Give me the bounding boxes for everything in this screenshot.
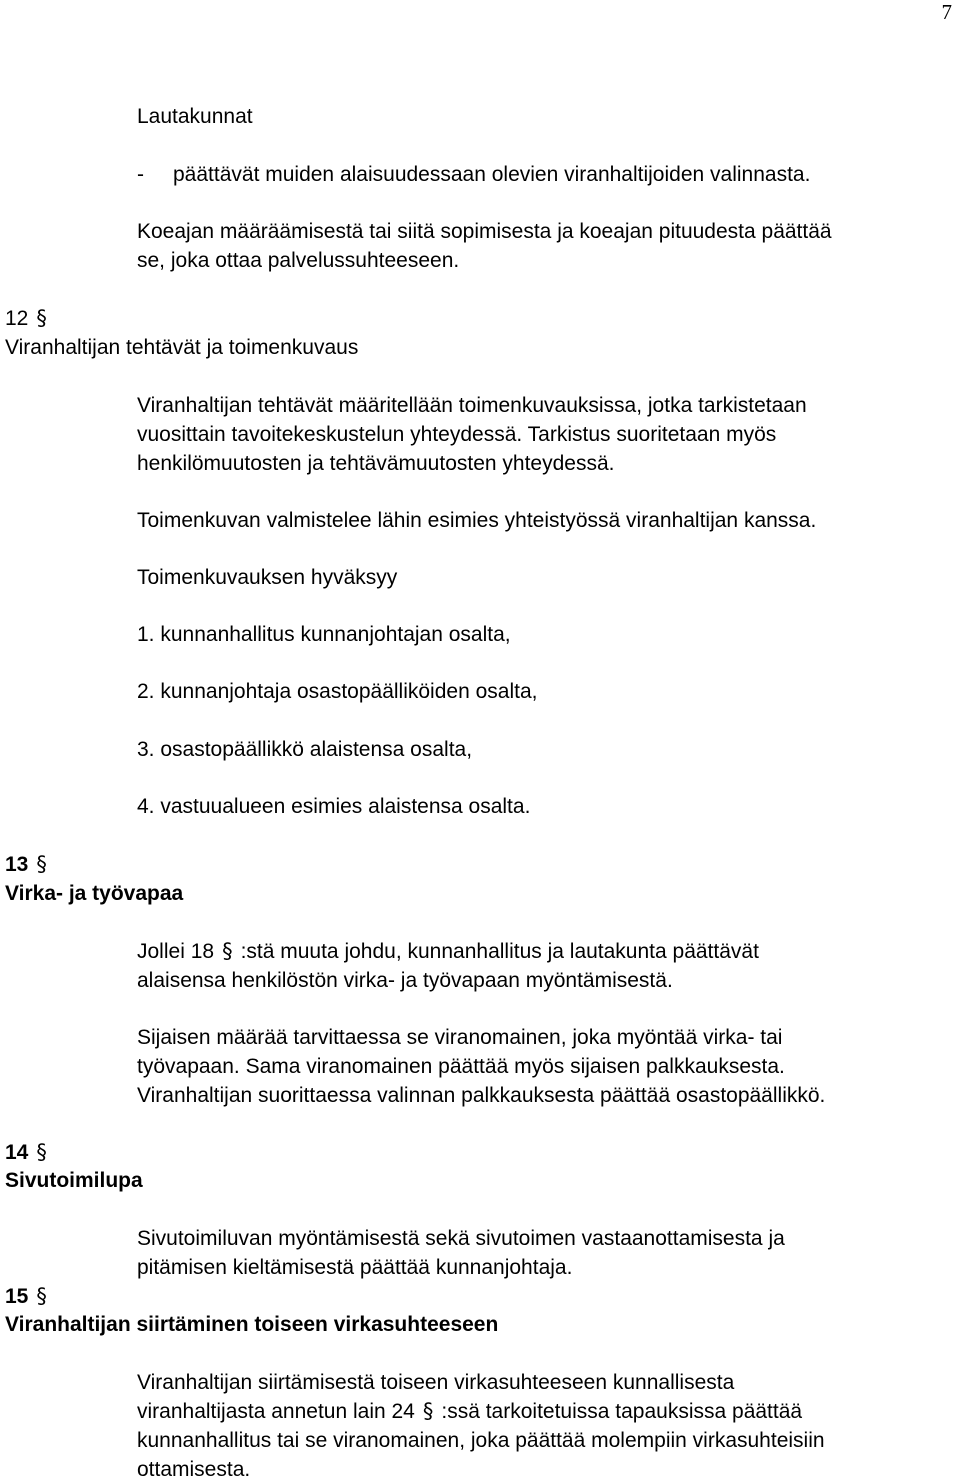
section-12-number — [5, 304, 47, 333]
approval-list-item-4: 4. vastuualueen esimies alaistensa osalta. — [137, 795, 531, 818]
paragraph-text: :stä muuta johdu, kunnanhallitus ja lautakunta päättävät — [240, 940, 759, 963]
section-15-title: Viranhaltijan siirtäminen toiseen virkasuhteeseen — [5, 1313, 499, 1336]
approval-list-item-2: 2. kunnanjohtaja osastopäälliköiden osalta, — [137, 680, 538, 703]
section-15-paragraph — [137, 1368, 825, 1484]
intro-paragraph — [137, 217, 832, 275]
intro-heading: Lautakunnat — [137, 105, 253, 128]
section-sign-icon: § — [36, 306, 47, 330]
paragraph-line — [137, 937, 759, 966]
section-14-number — [5, 1138, 47, 1167]
section-number: 14 — [5, 1141, 29, 1164]
approval-heading: Toimenkuvauksen hyväksyy — [137, 566, 398, 589]
paragraph-line — [137, 1397, 825, 1426]
paragraph-text: viranhaltijasta annetun lain 24 — [137, 1400, 415, 1423]
section-13-number — [5, 850, 47, 879]
section-sign-icon: § — [222, 939, 233, 963]
paragraph-line: Viranhaltijan tehtävät määritellään toimenkuvauksissa, jotka tarkistetaan — [137, 394, 807, 417]
bullet-dash: - — [137, 163, 144, 186]
paragraph-line: kunnanhallitus tai se viranomainen, joka päättää molempiin virkasuhteisiin — [137, 1429, 825, 1452]
section-14-title: Sivutoimilupa — [5, 1169, 143, 1192]
section-sign-icon: § — [36, 1140, 47, 1164]
paragraph-text: :ssä tarkoitetuissa tapauksissa päättää — [441, 1400, 803, 1423]
paragraph-line: ottamisesta. — [137, 1458, 251, 1481]
intro-bullet-text: päättävät muiden alaisuudessaan olevien viranhaltijoiden valinnasta. — [173, 163, 811, 186]
approval-list-item-1: 1. kunnanhallitus kunnanjohtajan osalta, — [137, 623, 511, 646]
section-sign-icon: § — [36, 852, 47, 876]
paragraph-line: pitämisen kieltämisestä päättää kunnanjohtaja. — [137, 1256, 573, 1279]
paragraph-text: Jollei 18 — [137, 940, 215, 963]
section-sign-icon: § — [422, 1399, 434, 1423]
paragraph-line: Sivutoimiluvan myöntämisestä sekä sivutoimen vastaanottamisesta ja — [137, 1227, 785, 1250]
paragraph-line: Viranhaltijan siirtämisestä toiseen virkasuhteeseen kunnallisesta — [137, 1371, 735, 1394]
intro-paragraph-line: Koeajan määräämisestä tai siitä sopimisesta ja koeajan pituudesta päättää — [137, 220, 832, 243]
paragraph-line: työvapaan. Sama viranomainen päättää myös sijaisen palkkauksesta. — [137, 1055, 785, 1078]
paragraph-line: alaisensa henkilöstön virka- ja työvapaan myöntämisestä. — [137, 969, 673, 992]
section-14-paragraph — [137, 1224, 785, 1282]
section-12-paragraph-1 — [137, 391, 807, 478]
approval-list-item-3: 3. osastopäällikkö alaistensa osalta, — [137, 738, 473, 761]
paragraph-line: henkilömuutosten ja tehtävämuutosten yhteydessä. — [137, 452, 615, 475]
section-12-paragraph-2: Toimenkuvan valmistelee lähin esimies yhteistyössä viranhaltijan kanssa. — [137, 509, 817, 532]
section-number: 15 — [5, 1285, 29, 1308]
paragraph-line: Sijaisen määrää tarvittaessa se viranomainen, joka myöntää virka- tai — [137, 1026, 783, 1049]
section-15-number — [5, 1282, 47, 1311]
paragraph-line: vuosittain tavoitekeskustelun yhteydessä. Tarkistus suoritetaan myös — [137, 423, 777, 446]
page-number: 7 — [941, 0, 952, 24]
intro-paragraph-line: se, joka ottaa palvelussuhteeseen. — [137, 249, 460, 272]
intro-bullet-item — [137, 160, 810, 189]
section-number: 12 — [5, 307, 29, 330]
section-sign-icon: § — [36, 1284, 47, 1308]
section-12-title: Viranhaltijan tehtävät ja toimenkuvaus — [5, 336, 359, 359]
section-13-paragraph-1 — [137, 937, 759, 995]
section-number: 13 — [5, 853, 29, 876]
section-13-title: Virka- ja työvapaa — [5, 882, 184, 905]
section-13-paragraph-2 — [137, 1023, 825, 1110]
paragraph-line: Viranhaltijan suorittaessa valinnan palkkauksesta päättää osastopäällikkö. — [137, 1084, 826, 1107]
